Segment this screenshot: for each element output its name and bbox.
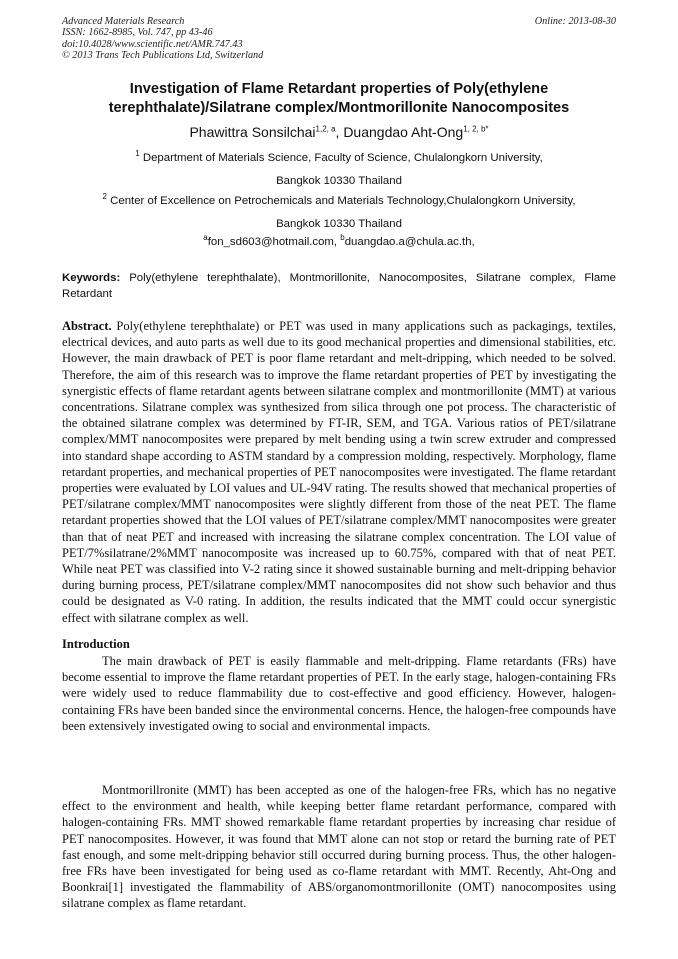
author-1-name: Phawittra Sonsilchai bbox=[189, 124, 316, 140]
doi-line: doi:10.4028/www.scientific.net/AMR.747.43 bbox=[62, 38, 243, 50]
email-a-marker: a bbox=[203, 233, 208, 243]
author-2-affil-marker: 1, 2, b* bbox=[463, 124, 489, 134]
introduction-heading: Introduction bbox=[62, 637, 130, 651]
email-b: duangdao.a@chula.ac.th, bbox=[344, 236, 475, 248]
author-1-affil-marker: 1,2, a bbox=[315, 124, 336, 134]
email-a: fon_sd603@hotmail.com, bbox=[207, 236, 341, 248]
affiliation-1-text: Department of Materials Science, Faculty of Science, Chulalongkorn University, bbox=[139, 152, 543, 164]
journal-name: Advanced Materials Research bbox=[62, 16, 185, 27]
affiliation-2 bbox=[62, 190, 616, 236]
keywords-section bbox=[62, 270, 616, 302]
introduction-paragraph-2: Montmorillronite (MMT) has been accepted as one of the halogen-free FRs, which has no negative effect to the environment and health, while keeping better flame retardant performance, compared with halogen-containing FRs. MMT showed remarkable flame retardant properties by increasing char residue of PET nanocomposites. However, it was found that MMT alone can not stop or retard the burning rate of PET fast enough, and some melt-dripping behavior still occurred during burning process. Thus, the other halogen-free FRs have been investigated for being used as co-flame retardant with MMT. Recently, Aht-Ong and Boonkrai[1] investigated the flammability of ABS/organomontmorillonite (OMT) nanocomposites using silatrane complex as flame retardant. bbox=[62, 783, 616, 911]
copyright-line: © 2013 Trans Tech Publications Ltd, Switzerland bbox=[62, 50, 264, 62]
affiliation-1-number: 1 bbox=[135, 149, 140, 159]
abstract-text: Poly(ethylene terephthalate) or PET was used in many applications such as packagings, textiles, electrical devices, and auto parts as well due to its good mechanical properties and dimensional stabilities, etc. However, the main drawback of PET is poor flame retardant and melt-dripping, which needed to be solved. Therefore, the aim of this research was to improve the flame retardant properties of PET by investigating the synergistic effects of flame retardant agents between silatrane complex and montmorillonite (MMT) at various concentrations. Silatrane complex was synthesized from silica through one pot process. The characteristic of the obtained silatrane complex was determined by FT-IR, SEM, and TGA. Various ratios of PET/silatrane complex/MMT nanocomposites were prepared by melt bending using a twin screw extruder and compressed into standard shape according to ASTM standard by a compression molding, respectively. Morphology, flame retardant properties, and mechanical properties of PET nanocomposites were investigated. The flame retardant properties were evaluated by LOI values and UL-94V rating. The results showed that mechanical properties of PET/silatrane complex/MMT nanocomposites were slightly different from those of the neat PET. The flame retardant properties showed that the LOI values of PET/silatrane complex/MMT nanocomposites were greater than that of neat PET and increased with increasing the silatrane complex concentration. The LOI value of PET/7%silatrane/2%MMT nanocomposite was increased up to 60.75%, compared with that of neat PET. While neat PET was classified into V-2 rating since it showed sustainable burning and melt-dripping behavior during burning process, PET/silatrane complex/MMT nanocomposites did not show such behavior and thus could be designated as V-0 rating. In addition, the results indicated that the MMT could occur synergistic effect with silatrane complex as well. bbox=[62, 319, 616, 625]
author-2-name: Duangdao Aht-Ong bbox=[343, 124, 464, 140]
online-date: Online: 2013-08-30 bbox=[534, 16, 616, 27]
affiliation-2-number: 2 bbox=[102, 192, 107, 202]
author-list bbox=[62, 123, 616, 141]
affiliation-2-text: Center of Excellence on Petrochemicals and Materials Technology,Chulalongkorn University, bbox=[106, 195, 576, 207]
author-emails bbox=[62, 233, 616, 251]
author-separator: , bbox=[335, 124, 344, 140]
affiliation-1-city: Bangkok 10330 Thailand bbox=[276, 175, 402, 187]
abstract-label: Abstract. bbox=[62, 319, 112, 333]
paper-title: Investigation of Flame Retardant properties of Poly(ethylene terephthalate)/Silatrane complex/Montmorillonite Nanocomposites bbox=[108, 81, 570, 116]
introduction-paragraph-1: The main drawback of PET is easily flammable and melt-dripping. Flame retardants (FRs) have become essential to improve the flame retardant properties of PET. In the early stage, halogen-containing FRs were widely used to reduce flammability due to cost-effective and good efficiency. However, halogen-containing FRs have been banded since the environmental concerns. Hence, the halogen-free compounds have been extensively investigated owing to social and environmental impacts. bbox=[62, 654, 616, 733]
abstract-section bbox=[62, 318, 616, 626]
issn-line: ISSN: 1662-8985, Vol. 747, pp 43-46 bbox=[62, 27, 213, 39]
journal-header bbox=[62, 16, 616, 62]
affiliation-1 bbox=[62, 147, 616, 193]
keywords-text: Poly(ethylene terephthalate), Montmorillonite, Nanocomposites, Silatrane complex, Flame Retardant bbox=[62, 272, 616, 300]
email-b-marker: b bbox=[340, 233, 345, 243]
keywords-label: Keywords: bbox=[62, 272, 121, 284]
affiliation-2-city: Bangkok 10330 Thailand bbox=[276, 218, 402, 230]
